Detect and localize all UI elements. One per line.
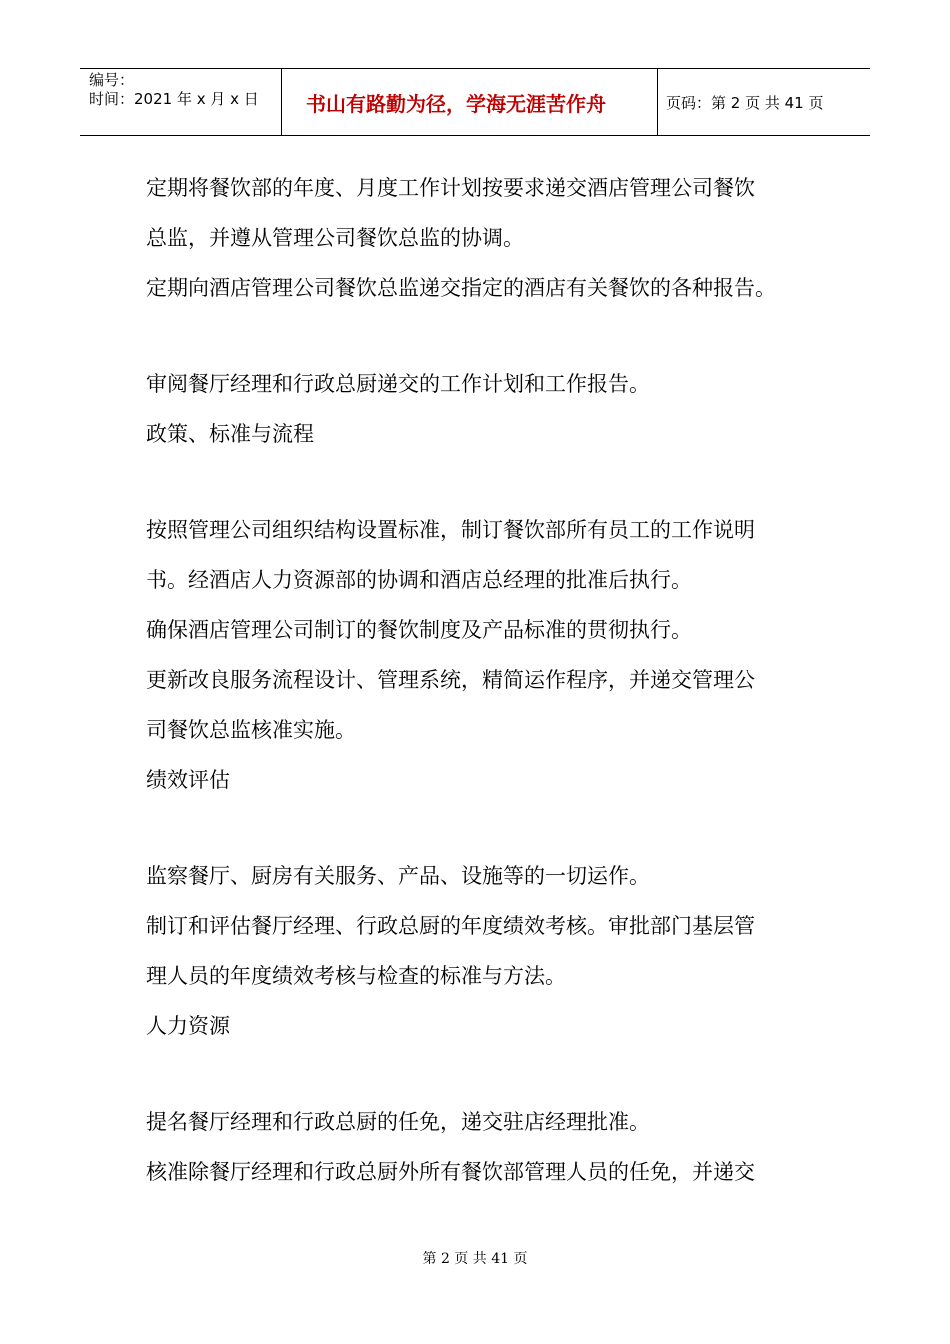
paragraph-line: 定期将餐饮部的年度、月度工作计划按要求递交酒店管理公司餐饮	[146, 176, 755, 200]
paragraph-line: 按照管理公司组织结构设置标准，制订餐饮部所有员工的工作说明	[146, 518, 755, 542]
paragraph-line: 提名餐厅经理和行政总厨的任免，递交驻店经理批准。	[146, 1110, 650, 1134]
paragraph-line: 审阅餐厅经理和行政总厨递交的工作计划和工作报告。	[146, 372, 650, 396]
footer-page-number: 第 2 页 共 41 页	[422, 1251, 528, 1267]
blank-line	[146, 459, 816, 505]
time-label: 时间：2021 年 x 月 x 日	[89, 90, 259, 108]
page-footer	[0, 1248, 950, 1268]
paragraph-line: 理人员的年度绩效考核与检查的标准与方法。	[146, 964, 566, 988]
header-motto-cell	[282, 69, 658, 135]
page-info: 页码：第 2 页 共 41 页	[666, 93, 824, 112]
page-header	[80, 68, 870, 136]
paragraph-line: 核准除餐厅经理和行政总厨外所有餐饮部管理人员的任免，并递交	[146, 1160, 755, 1184]
document-body	[146, 163, 816, 1197]
paragraph-line: 总监，并遵从管理公司餐饮总监的协调。	[146, 226, 524, 250]
paragraph-line: 监察餐厅、厨房有关服务、产品、设施等的一切运作。	[146, 864, 650, 888]
blank-line	[146, 805, 816, 851]
blank-line	[146, 1051, 816, 1097]
paragraph-line: 定期向酒店管理公司餐饮总监递交指定的酒店有关餐饮的各种报告。	[146, 276, 776, 300]
paragraph-line: 司餐饮总监核准实施。	[146, 718, 356, 742]
paragraph-line: 制订和评估餐厅经理、行政总厨的年度绩效考核。审批部门基层管	[146, 914, 755, 938]
header-meta-cell	[80, 69, 282, 135]
number-label: 编号：	[89, 71, 135, 89]
header-page-cell	[658, 69, 870, 135]
paragraph-line: 确保酒店管理公司制订的餐饮制度及产品标准的贯彻执行。	[146, 618, 692, 642]
paragraph-line: 书。经酒店人力资源部的协调和酒店总经理的批准后执行。	[146, 568, 692, 592]
section-heading: 人力资源	[146, 1014, 230, 1038]
motto-text: 书山有路勤为径，学海无涯苦作舟	[306, 91, 606, 116]
section-heading: 绩效评估	[146, 768, 230, 792]
blank-line	[146, 313, 816, 359]
section-heading: 政策、标准与流程	[146, 422, 314, 446]
paragraph-line: 更新改良服务流程设计、管理系统，精简运作程序，并递交管理公	[146, 668, 755, 692]
